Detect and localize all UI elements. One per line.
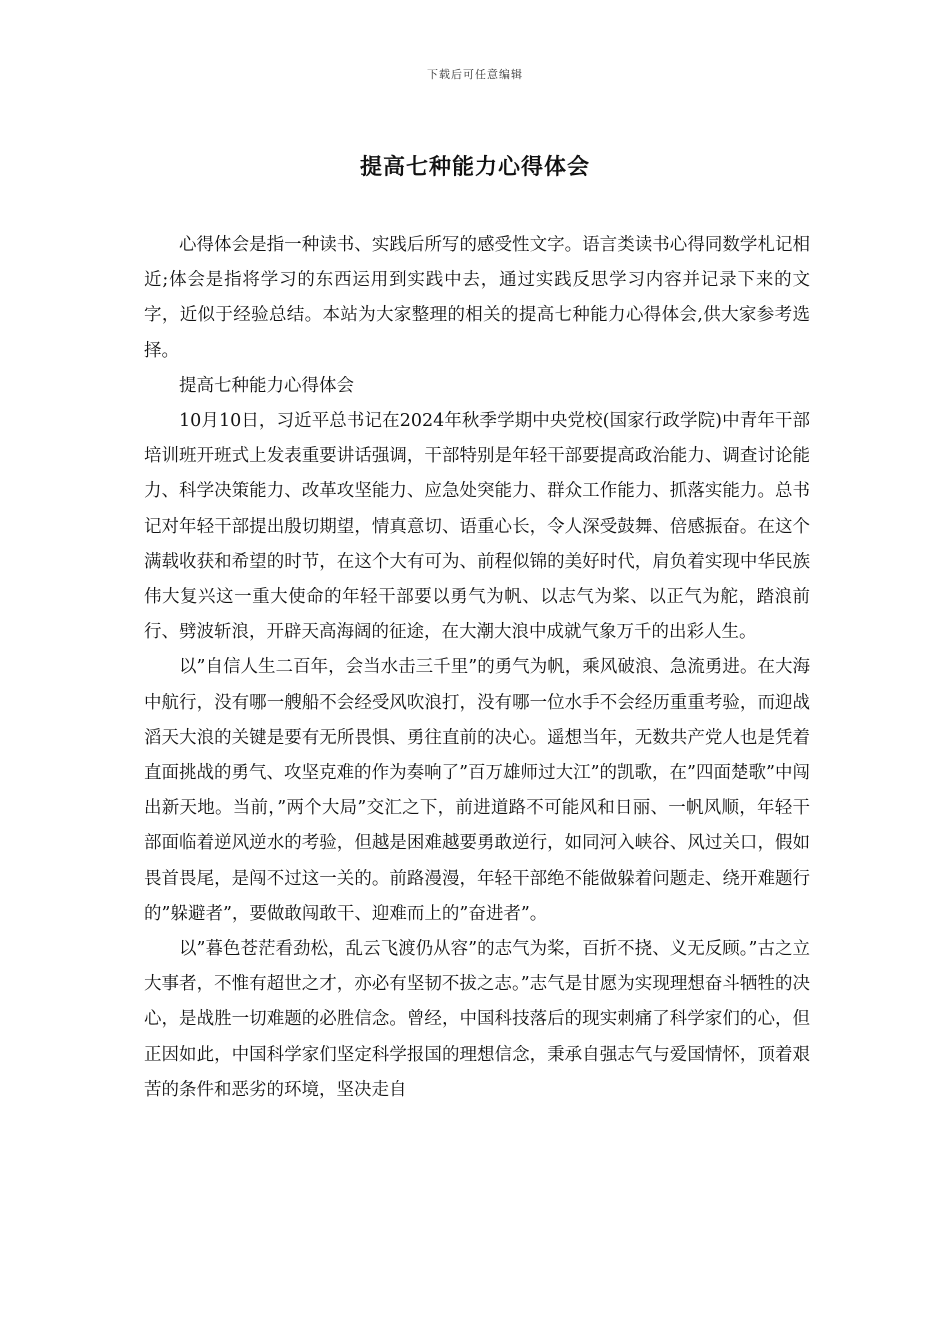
document-body bbox=[144, 228, 810, 1108]
document-title: 提高七种能力心得体会 bbox=[359, 154, 590, 180]
paragraph-subtitle: 提高七种能力心得体会 bbox=[179, 375, 354, 396]
paragraph-speech: 10月10日，习近平总书记在2024年秋季学期中央党校(国家行政学院)中青年干部培训班开班式上发表重要讲话强调，干部特别是年轻干部要提高政治能力、调查讨论能力、科学决策能力、改革攻坚能力、应急处突能力、群众工作能力、抓落实能力。总书记对年轻干部提出殷切期望，情真意切、语重心长，令人深受鼓舞、倍感振奋。在这个满载收获和希望的时节，在这个大有可为、前程似锦的美好时代，肩负着实现中华民族伟大复兴这一重大使命的年轻干部要以勇气为帆、以志气为桨、以正气为舵，踏浪前行、劈波斩浪，开辟天高海阔的征途，在大潮大浪中成就气象万千的出彩人生。 bbox=[144, 411, 810, 643]
header-note: 下载后可任意编辑 bbox=[427, 68, 523, 81]
paragraph-courage: 以”自信人生二百年，会当水击三千里”的勇气为帆，乘风破浪、急流勇进。在大海中航行，没有哪一艘船不会经受风吹浪打，没有哪一位水手不会经历重重考验，而迎战滔天大浪的关键是要有无所畏惧、勇往直前的决心。遥想当年，无数共产党人也是凭着直面挑战的勇气、攻坚克难的作为奏响了”百万雄师过大江”的凯歌，在”四面楚歌”中闯出新天地。当前，”两个大局”交汇之下，前进道路不可能风和日丽、一帆风顺，年轻干部面临着逆风逆水的考验，但越是困难越要勇敢逆行，如同河入峡谷、风过关口，假如畏首畏尾，是闯不过这一关的。前路漫漫，年轻干部绝不能做躲着问题走、绕开难题行的”躲避者”，要做敢闯敢干、迎难而上的”奋进者”。 bbox=[144, 657, 810, 924]
paragraph-intro: 心得体会是指一种读书、实践后所写的感受性文字。语言类读书心得同数学札记相近;体会是指将学习的东西运用到实践中去，通过实践反思学习内容并记录下来的文字，近似于经验总结。本站为大家整理的相关的提高七种能力心得体会,供大家参考选择。 bbox=[144, 235, 810, 361]
paragraph-ambition: 以”暮色苍茫看劲松，乱云飞渡仍从容”的志气为桨，百折不挠、义无反顾。”古之立大事者，不惟有超世之才，亦必有坚韧不拔之志。”志气是甘愿为实现理想奋斗牺牲的决心，是战胜一切难题的必胜信念。曾经，中国科技落后的现实刺痛了科学家们的心，但正因如此，中国科学家们坚定科学报国的理想信念，秉承自强志气与爱国情怀，顶着艰苦的条件和恶劣的环境，坚决走自 bbox=[144, 939, 810, 1100]
